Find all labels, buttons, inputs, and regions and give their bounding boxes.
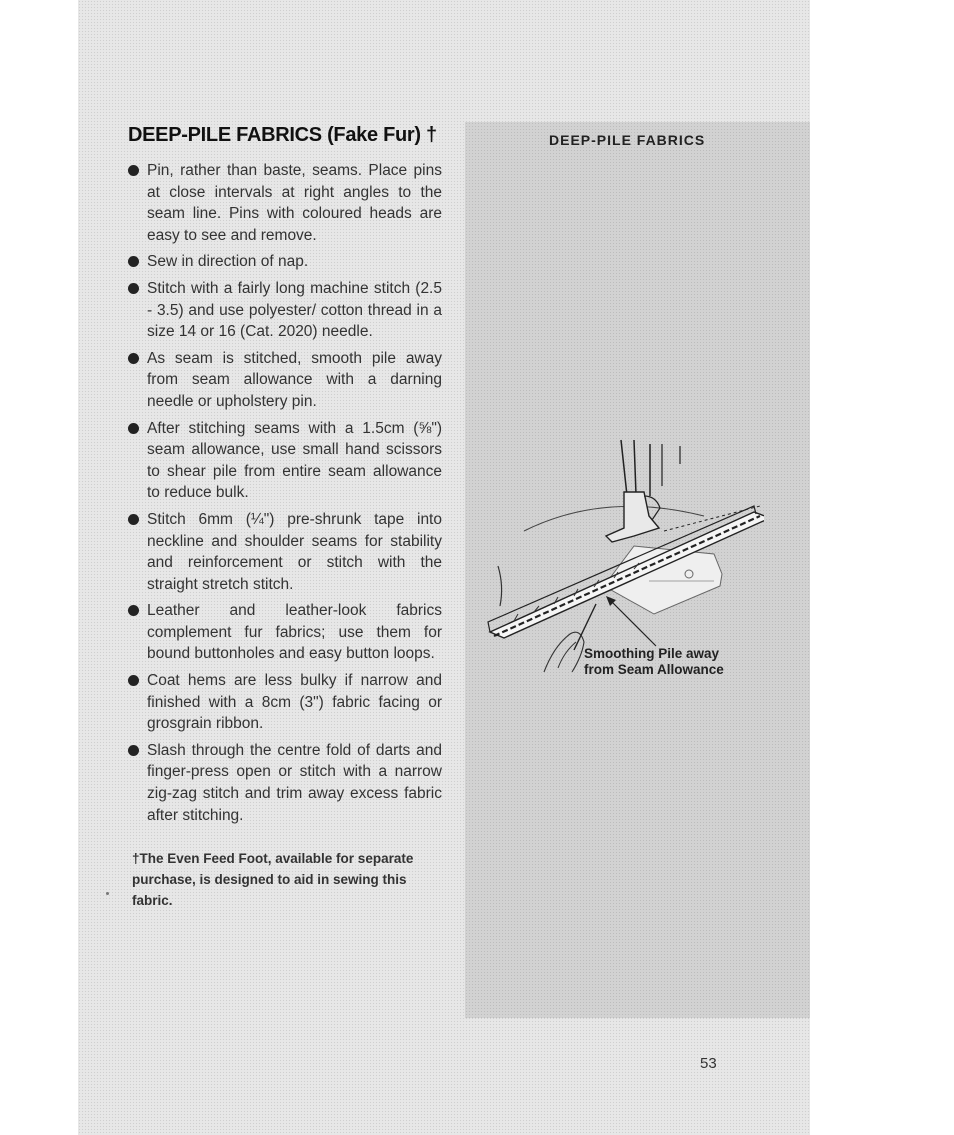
bullet-icon [128,605,139,616]
list-item-text: After stitching seams with a 1.5cm (⅝") seam allowance, use small hand scissors to shear pile from entire seam allowance to reduce bulk. [147,419,442,502]
list-item [128,600,442,665]
scan-speck [106,892,109,895]
list-item [128,740,442,826]
instruction-list [128,160,442,831]
bullet-icon [128,675,139,686]
footnote: †The Even Feed Foot, available for separate purchase, is designed to aid in sewing this fabric. [132,851,414,908]
list-item [128,670,442,735]
bullet-icon [128,165,139,176]
figure-caption-line: Smoothing Pile away [584,646,720,661]
bullet-icon [128,745,139,756]
page-title: DEEP-PILE FABRICS (Fake Fur) † [128,124,437,146]
list-item-text: Pin, rather than baste, seams. Place pins at close intervals at right angles to the seam line. Pins with coloured heads are easy to see and remove. [147,162,442,244]
list-item-text: Sew in direction of nap. [147,253,309,271]
list-item [128,348,442,413]
panel-heading: DEEP-PILE FABRICS [549,132,706,148]
list-item-text: Slash through the centre fold of darts and finger-press open or stitch with a narrow zig-zag stitch and trim away excess fabric after stitching. [147,741,442,824]
list-item-text: Coat hems are less bulky if narrow and finished with a 8cm (3") fabric facing or grosgrain ribbon. [147,672,442,733]
bullet-icon [128,256,139,267]
list-item [128,278,442,343]
bullet-icon [128,283,139,294]
bullet-icon [128,514,139,525]
list-item [128,418,442,504]
figure-caption [584,646,724,678]
bullet-icon [128,353,139,364]
list-item-text: Stitch with a fairly long machine stitch (2.5 - 3.5) and use polyester/ cotton thread in a size 14 or 16 (Cat. 2020) needle. [147,279,442,341]
list-item-text: As seam is stitched, smooth pile away from seam allowance with a darning needle or upholstery pin. [147,349,442,410]
list-item-text: Leather and leather-look fabrics complement fur fabrics; use them for bound buttonholes and easy button loops. [147,602,442,663]
list-item [128,160,442,246]
bullet-icon [128,423,139,434]
list-item [128,509,442,595]
page-number: 53 [700,1055,717,1072]
list-item-text: Stitch 6mm (¼") pre-shrunk tape into neckline and shoulder seams for stability and reinforcement or stitch with the straight stretch stitch. [147,510,442,593]
figure-caption-line: from Seam Allowance [584,662,724,677]
list-item [128,251,442,273]
